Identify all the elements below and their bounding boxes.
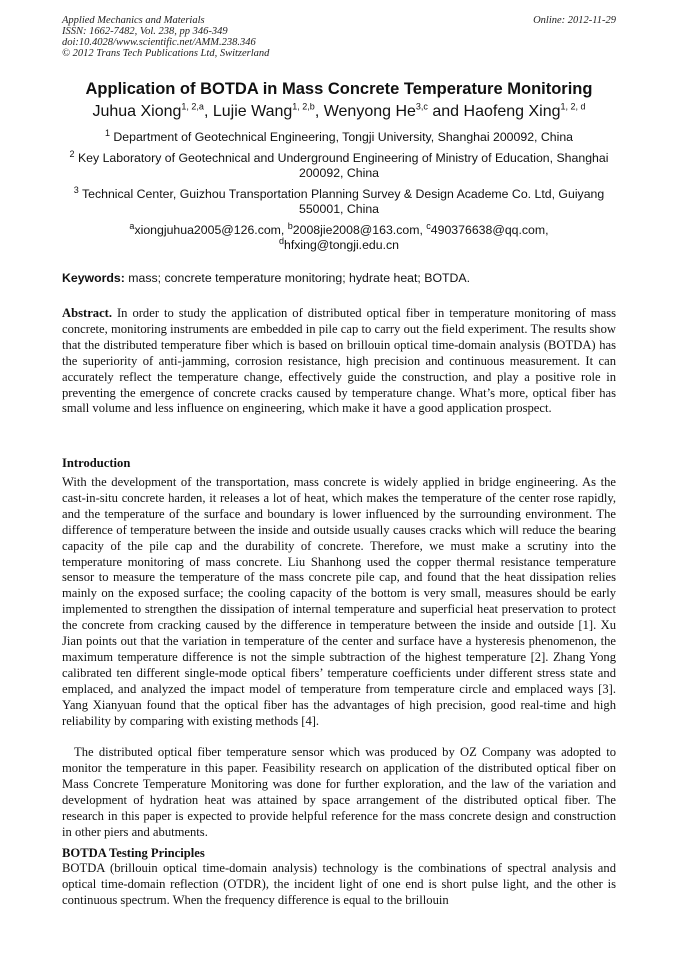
- email-sup: c: [426, 220, 431, 231]
- copyright-line: © 2012 Trans Tech Publications Ltd, Switzerland: [62, 48, 270, 59]
- affiliation-1: [62, 127, 616, 145]
- author-name: Haofeng Xing: [463, 103, 561, 120]
- email-sup: a: [129, 220, 135, 231]
- author-affil-sup: 1, 2, d: [560, 101, 586, 112]
- author-separator: ,: [203, 103, 213, 120]
- keywords-text: mass; concrete temperature monitoring; hydrate heat; BOTDA.: [124, 271, 471, 285]
- email-link[interactable]: 490376638@qq.com,: [430, 223, 549, 237]
- author-affil-sup: 3,c: [415, 101, 428, 112]
- issn-line: ISSN: 1662-7482, Vol. 238, pp 346-349: [62, 26, 228, 37]
- author-name: Lujie Wang: [212, 103, 293, 120]
- author-affil-sup: 1, 2,b: [292, 101, 315, 112]
- affiliation-number: 2: [69, 148, 75, 159]
- email-link[interactable]: hfxing@tongji.edu.cn: [283, 238, 400, 252]
- abstract-label: Abstract.: [62, 306, 113, 320]
- doi-line: doi:10.4028/www.scientific.net/AMM.238.346: [62, 37, 256, 48]
- botda-paragraph-1: BOTDA (brillouin optical time-domain analysis) technology is the combinations of spectral analysis and optical time-domain reflection (OTDR), the incident light of one end is short pulse light, and the other is continuous spectrum. When the frequency difference is equal to the brillouin: [62, 861, 616, 907]
- journal-name: Applied Mechanics and Materials: [62, 15, 205, 26]
- author-separator: ,: [314, 103, 324, 120]
- email-link[interactable]: xiongjuhua2005@126.com,: [134, 223, 288, 237]
- affiliation-3: [62, 184, 616, 217]
- affiliation-text: Technical Center, Guizhou Transportation Planning Survey & Design Academe Co. Ltd, Guiyang 550001, China: [81, 187, 605, 216]
- author-affil-sup: 1, 2,a: [181, 101, 204, 112]
- affiliation-text: Department of Geotechnical Engineering, Tongji University, Shanghai 200092, China: [113, 130, 574, 144]
- online-date: Online: 2012-11-29: [533, 15, 616, 26]
- botda-heading: BOTDA Testing Principles: [62, 846, 205, 860]
- affiliation-text: Key Laboratory of Geotechnical and Underground Engineering of Ministry of Education, Shanghai 200092, China: [77, 151, 609, 180]
- abstract-text: In order to study the application of distributed optical fiber in temperature monitoring of mass concrete, monitoring instruments are embedded in pile cap to carry out the field experiment. The results show that the distributed temperature fiber which is based on brillouin optical time-domain analysis (BOTDA) has the superiority of anti-jamming, corrosion resistance, high precision and continuous measurement. It can accurately reflect the temperature change, effectively guide the construction, and play a positive role in preventing the emergence of concrete cracks caused by temperature change. What’s more, optical fiber has small volume and less influence on engineering, which make it have a good application prospect.: [62, 306, 616, 416]
- email-link[interactable]: 2008jie2008@163.com,: [292, 223, 427, 237]
- keywords-label: Keywords:: [62, 271, 125, 285]
- paper-title: Application of BOTDA in Mass Concrete Temperature Monitoring: [85, 80, 593, 98]
- keywords-line: [62, 270, 616, 286]
- abstract-paragraph: [62, 306, 616, 417]
- author-separator: and: [427, 103, 464, 120]
- journal-header: [62, 15, 616, 59]
- introduction-heading: Introduction: [62, 456, 131, 470]
- email-sup: b: [287, 220, 293, 231]
- email-list: [62, 220, 616, 253]
- affiliation-number: 1: [104, 127, 110, 138]
- email-sup: d: [278, 235, 284, 246]
- introduction-paragraph-2: The distributed optical fiber temperature sensor which was produced by OZ Company was adopted to monitor the temperature in this paper. Feasibility research on application of the distributed optical fiber on Mass Concrete Temperature Monitoring was done for further exploration, and the law of the variation and development of hydration heat was attained by space arrangement of the distributed optical fiber. The research in this paper is expected to provide helpful reference for the mass concrete design and construction in other piers and abutments.: [62, 745, 616, 839]
- author-list: [30, 101, 648, 123]
- introduction-paragraph-1: With the development of the transportation, mass concrete is widely applied in bridge engineering. As the cast-in-situ concrete harden, it releases a lot of heat, which makes the temperature of the center rose rapidly, and the temperature of the surface and boundary is lower influenced by the surrounding environment. The difference of temperature between the inside and outside usually causes cracks which will reduce the bearing capacity of the pile cap and the durability of concrete. Therefore, we must make a scrutiny into the temperature monitoring of mass concrete. Liu Shanhong used the copper thermal resistance temperature sensor to measure the temperature of the mass concrete pile cap, and found that the heat dissipation relies mainly on the exposed surface; the cooling capacity of the bottom is very small, measures should be early implemented to strengthen the dissipation of internal temperature and superficial heat preservation to protect the concrete from cracking caused by the difference in temperature between the inside and outside [1]. Xu Jian points out that the variation in temperature of the center and surface have a hysteresis phenomenon, the maximum temperature difference is not the simple subtraction of the highest temperature [2]. Zhang Yong calibrated ten different single-mode optical fibers’ temperature coefficients under different stress state and emplaced, and analyzed the impact model of temperature from temperature circle and emplaced ways [3]. Yang Xianyuan found that the optical fiber has the advantages of high precision, good real-time and high reliability by comparing with existing methods [4].: [62, 475, 616, 728]
- author-name: Wenyong He: [323, 103, 416, 120]
- affiliation-2: [62, 148, 616, 181]
- affiliation-number: 3: [73, 184, 79, 195]
- author-name: Juhua Xiong: [92, 103, 182, 120]
